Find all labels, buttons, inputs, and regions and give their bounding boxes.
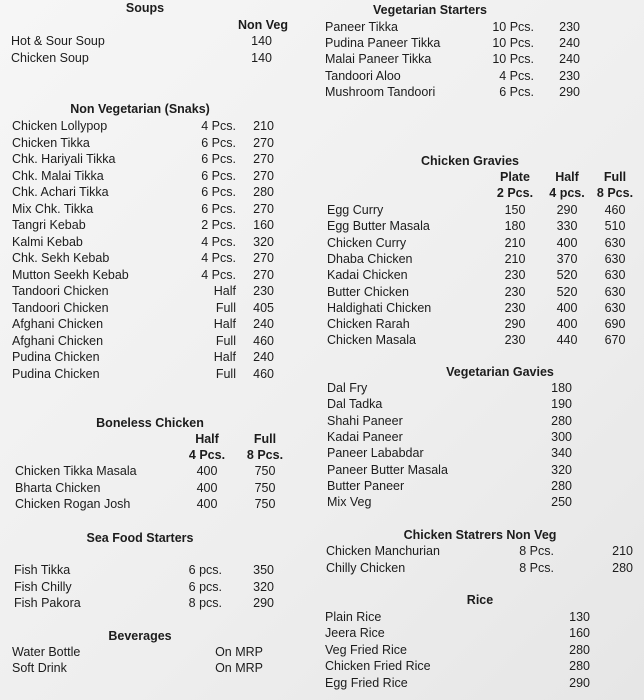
menu-item-price: 300 bbox=[551, 429, 572, 444]
menu-item-price: 320 bbox=[551, 462, 572, 477]
menu-item-qty: 6 pcs. bbox=[188, 563, 222, 577]
menu-item-name: Chicken Curry bbox=[327, 235, 407, 250]
menu-item-price: On MRP bbox=[215, 645, 263, 659]
menu-item-price-half: 400 bbox=[196, 464, 218, 478]
menu-item-name: Paneer Lababdar bbox=[327, 446, 424, 461]
menu-item-name: Chicken Lollypop bbox=[12, 119, 108, 133]
menu-item-qty: Full bbox=[215, 300, 236, 315]
menu-item-price-full: 630 bbox=[604, 235, 626, 250]
menu-item-qty: Half bbox=[213, 284, 236, 298]
menu-item-price: 240 bbox=[253, 317, 274, 331]
column-subheader-full: 8 Pcs. bbox=[246, 448, 284, 462]
menu-item-price-full: 510 bbox=[604, 219, 626, 234]
menu-item-price: 280 bbox=[569, 659, 590, 674]
column-subheader-full: 8 Pcs. bbox=[596, 186, 634, 200]
menu-item-name: Fish Pakora bbox=[14, 596, 81, 610]
menu-item-name: Chicken Soup bbox=[11, 51, 89, 65]
menu-item-qty: 6 Pcs. bbox=[201, 201, 236, 216]
menu-item-price: 160 bbox=[569, 626, 590, 641]
menu-item-name: Tandoori Chicken bbox=[12, 300, 109, 315]
menu-item-name: Chicken Masala bbox=[327, 333, 416, 348]
menu-item-qty: 10 Pcs. bbox=[492, 20, 534, 34]
menu-item-name: Malai Paneer Tikka bbox=[325, 52, 432, 67]
menu-item-name: Paneer Tikka bbox=[325, 20, 398, 34]
menu-item-name: Chicken Manchurian bbox=[326, 544, 440, 558]
menu-item-price: 230 bbox=[559, 68, 580, 83]
menu-item-price: 210 bbox=[253, 119, 274, 133]
menu-item-price-half: 330 bbox=[556, 219, 578, 234]
menu-item-price-half: 370 bbox=[556, 251, 578, 266]
menu-item-name: Egg Fried Rice bbox=[325, 675, 408, 690]
menu-item-qty: 6 Pcs. bbox=[201, 135, 236, 150]
menu-item-price: 290 bbox=[253, 596, 274, 610]
section-title-soups: Soups bbox=[125, 1, 165, 15]
menu-item-price: 210 bbox=[612, 544, 633, 558]
menu-item-price-half: 400 bbox=[556, 300, 578, 315]
menu-item-price: 290 bbox=[559, 84, 580, 99]
menu-item-name: Kalmi Kebab bbox=[12, 234, 83, 249]
menu-item-name: Water Bottle bbox=[12, 645, 81, 659]
menu-item-name: Mix Veg bbox=[327, 495, 372, 510]
menu-item-name: Shahi Paneer bbox=[327, 413, 403, 428]
menu-item-name: Kadai Paneer bbox=[327, 429, 403, 444]
section-title-sea-food-starters: Sea Food Starters bbox=[86, 531, 194, 545]
menu-item-price-plate: 290 bbox=[504, 317, 526, 332]
menu-item-price: 160 bbox=[253, 218, 274, 232]
menu-item-price: 270 bbox=[253, 251, 274, 265]
column-subheader-plate: 2 Pcs. bbox=[496, 186, 534, 200]
menu-item-qty: 10 Pcs. bbox=[492, 52, 534, 67]
column-header-half: Half bbox=[195, 432, 219, 446]
menu-item-qty: Half bbox=[213, 317, 236, 331]
menu-item-price-plate: 180 bbox=[504, 219, 526, 234]
menu-item-price: 190 bbox=[551, 397, 572, 412]
menu-item-price: 270 bbox=[253, 135, 274, 150]
menu-item-qty: 8 pcs. bbox=[188, 596, 222, 610]
menu-item-price-full: 460 bbox=[604, 203, 626, 217]
menu-item-name: Chk. Achari Tikka bbox=[12, 185, 109, 199]
menu-item-price-plate: 210 bbox=[504, 235, 526, 250]
menu-item-price: 230 bbox=[253, 284, 274, 298]
menu-item-price-half: 400 bbox=[556, 235, 578, 250]
menu-item-price-full: 690 bbox=[604, 317, 626, 332]
menu-item-price: 340 bbox=[551, 446, 572, 461]
menu-item-name: Chk. Hariyali Tikka bbox=[12, 152, 116, 166]
menu-item-name: Mutton Seekh Kebab bbox=[12, 267, 129, 282]
menu-item-name: Egg Butter Masala bbox=[327, 219, 430, 234]
menu-item-qty: Half bbox=[213, 350, 236, 364]
section-title-vegetarian-starters: Vegetarian Starters bbox=[373, 3, 487, 17]
menu-item-price-full: 630 bbox=[604, 284, 626, 299]
menu-item-qty: Full bbox=[215, 366, 236, 381]
menu-item-price-full: 750 bbox=[254, 480, 276, 495]
menu-item-price-plate: 150 bbox=[504, 203, 526, 217]
menu-item-qty: 4 Pcs. bbox=[499, 68, 534, 83]
menu-item-price-half: 400 bbox=[196, 480, 218, 495]
menu-item-name: Kadai Chicken bbox=[327, 268, 408, 283]
menu-item-price: 280 bbox=[569, 642, 590, 657]
menu-item-price-plate: 230 bbox=[504, 268, 526, 283]
menu-item-price: 270 bbox=[253, 201, 274, 216]
menu-item-price-full: 670 bbox=[604, 333, 626, 348]
menu-item-price: 320 bbox=[253, 579, 274, 594]
section-title-chicken-gravies: Chicken Gravies bbox=[421, 154, 519, 168]
section-title-chicken-starters-non-veg: Chicken Statrers Non Veg bbox=[403, 528, 557, 542]
menu-item-price: 140 bbox=[251, 34, 272, 48]
menu-item-name: Veg Fried Rice bbox=[325, 642, 407, 657]
menu-item-price-half: 520 bbox=[556, 268, 578, 283]
menu-item-price: 290 bbox=[569, 675, 590, 690]
menu-item-price: 250 bbox=[551, 495, 572, 510]
menu-item-price: On MRP bbox=[215, 661, 263, 675]
column-subheader-half: 4 pcs. bbox=[549, 186, 585, 200]
menu-item-price: 270 bbox=[253, 267, 274, 282]
menu-item-qty: 4 Pcs. bbox=[201, 251, 236, 265]
menu-item-name: Butter Paneer bbox=[327, 478, 405, 493]
menu-item-name: Mix Chk. Tikka bbox=[12, 201, 94, 216]
section-title-rice: Rice bbox=[466, 593, 494, 607]
menu-item-qty: 6 Pcs. bbox=[201, 185, 236, 199]
menu-item-qty: 4 Pcs. bbox=[201, 234, 236, 249]
menu-item-name: Tandoori Aloo bbox=[325, 68, 401, 83]
menu-item-price: 140 bbox=[251, 51, 272, 65]
menu-item-price: 280 bbox=[551, 413, 572, 428]
column-header-full: Full bbox=[253, 432, 277, 446]
menu-item-name: Fish Chilly bbox=[14, 579, 72, 594]
menu-item-qty: 8 Pcs. bbox=[519, 560, 554, 575]
section-title-vegetarian-gravies: Vegetarian Gavies bbox=[446, 365, 554, 379]
menu-item-price: 405 bbox=[253, 300, 274, 315]
menu-item-price: 350 bbox=[253, 563, 274, 577]
menu-item-qty: Full bbox=[215, 333, 236, 348]
menu-item-name: Chicken Fried Rice bbox=[325, 659, 431, 674]
menu-item-price-half: 290 bbox=[556, 203, 578, 217]
menu-item-price-plate: 230 bbox=[504, 333, 526, 348]
menu-item-name: Pudina Paneer Tikka bbox=[325, 36, 441, 51]
menu-item-name: Bharta Chicken bbox=[15, 480, 101, 495]
menu-item-name: Haldighati Chicken bbox=[327, 300, 432, 315]
menu-item-price-half: 400 bbox=[556, 317, 578, 332]
menu-item-name: Chicken Tikka bbox=[12, 135, 90, 150]
menu-item-price: 130 bbox=[569, 610, 590, 624]
menu-item-qty: 6 Pcs. bbox=[499, 84, 534, 99]
menu-item-name: Chk. Sekh Kebab bbox=[12, 251, 110, 265]
menu-item-name: Tangri Kebab bbox=[12, 218, 86, 232]
menu-item-price-full: 750 bbox=[254, 497, 276, 511]
menu-item-price: 460 bbox=[253, 366, 274, 381]
menu-item-name: Pudina Chicken bbox=[12, 366, 100, 381]
column-header-full: Full bbox=[603, 170, 627, 184]
menu-item-name: Pudina Chicken bbox=[12, 350, 100, 364]
section-title-non-veg-snacks: Non Vegetarian (Snaks) bbox=[70, 102, 210, 116]
menu-item-price: 270 bbox=[253, 152, 274, 166]
menu-item-price-plate: 230 bbox=[504, 284, 526, 299]
column-header-plate: Plate bbox=[500, 170, 530, 184]
menu-item-name: Plain Rice bbox=[325, 610, 382, 624]
menu-item-qty: 2 Pcs. bbox=[201, 218, 236, 232]
menu-item-qty: 10 Pcs. bbox=[492, 36, 534, 51]
menu-item-qty: 6 Pcs. bbox=[201, 168, 236, 183]
menu-item-qty: 4 Pcs. bbox=[201, 119, 236, 133]
menu-item-name: Paneer Butter Masala bbox=[327, 462, 448, 477]
menu-item-qty: 6 pcs. bbox=[188, 579, 222, 594]
menu-item-name: Chk. Malai Tikka bbox=[12, 168, 104, 183]
menu-item-qty: 8 Pcs. bbox=[519, 544, 554, 558]
menu-item-price-half: 400 bbox=[196, 497, 218, 511]
menu-item-price: 280 bbox=[551, 478, 572, 493]
menu-item-price: 240 bbox=[253, 350, 274, 364]
menu-item-price: 240 bbox=[559, 52, 580, 67]
column-header-non-veg: Non Veg bbox=[237, 18, 288, 32]
section-title-beverages: Beverages bbox=[108, 629, 172, 643]
menu-item-name: Hot & Sour Soup bbox=[11, 34, 105, 48]
menu-item-name: Egg Curry bbox=[327, 203, 384, 217]
menu-item-price: 320 bbox=[253, 234, 274, 249]
menu-item-price: 230 bbox=[559, 20, 580, 34]
menu-item-name: Dhaba Chicken bbox=[327, 251, 413, 266]
menu-item-name: Chicken Rarah bbox=[327, 317, 410, 332]
menu-item-price: 180 bbox=[551, 381, 572, 395]
menu-item-name: Soft Drink bbox=[12, 661, 67, 675]
menu-item-name: Butter Chicken bbox=[327, 284, 409, 299]
menu-item-price: 280 bbox=[612, 560, 633, 575]
menu-item-price-half: 440 bbox=[556, 333, 578, 348]
menu-item-price-full: 630 bbox=[604, 300, 626, 315]
menu-item-price-half: 520 bbox=[556, 284, 578, 299]
menu-item-name: Fish Tikka bbox=[14, 563, 71, 577]
menu-item-name: Afghani Chicken bbox=[12, 333, 104, 348]
menu-item-name: Chicken Rogan Josh bbox=[15, 497, 131, 511]
column-header-half: Half bbox=[555, 170, 579, 184]
menu-item-name: Dal Tadka bbox=[327, 397, 383, 412]
menu-item-price: 270 bbox=[253, 168, 274, 183]
menu-item-price-plate: 230 bbox=[504, 300, 526, 315]
menu-item-name: Dal Fry bbox=[327, 381, 368, 395]
menu-item-name: Chicken Tikka Masala bbox=[15, 464, 137, 478]
menu-item-price-full: 630 bbox=[604, 251, 626, 266]
menu-item-price-full: 750 bbox=[254, 464, 276, 478]
menu-item-name: Mushroom Tandoori bbox=[325, 84, 436, 99]
menu-item-qty: 4 Pcs. bbox=[201, 267, 236, 282]
menu-item-price-plate: 210 bbox=[504, 251, 526, 266]
menu-item-name: Tandoori Chicken bbox=[12, 284, 109, 298]
menu-item-name: Chilly Chicken bbox=[326, 560, 406, 575]
column-subheader-half: 4 Pcs. bbox=[188, 448, 226, 462]
menu-item-qty: 6 Pcs. bbox=[201, 152, 236, 166]
menu-item-name: Afghani Chicken bbox=[12, 317, 104, 331]
menu-item-price: 460 bbox=[253, 333, 274, 348]
menu-item-name: Jeera Rice bbox=[325, 626, 385, 641]
menu-item-price: 280 bbox=[253, 185, 274, 199]
section-title-boneless-chicken: Boneless Chicken bbox=[96, 416, 204, 430]
menu-item-price-full: 630 bbox=[604, 268, 626, 283]
menu-item-price: 240 bbox=[559, 36, 580, 51]
